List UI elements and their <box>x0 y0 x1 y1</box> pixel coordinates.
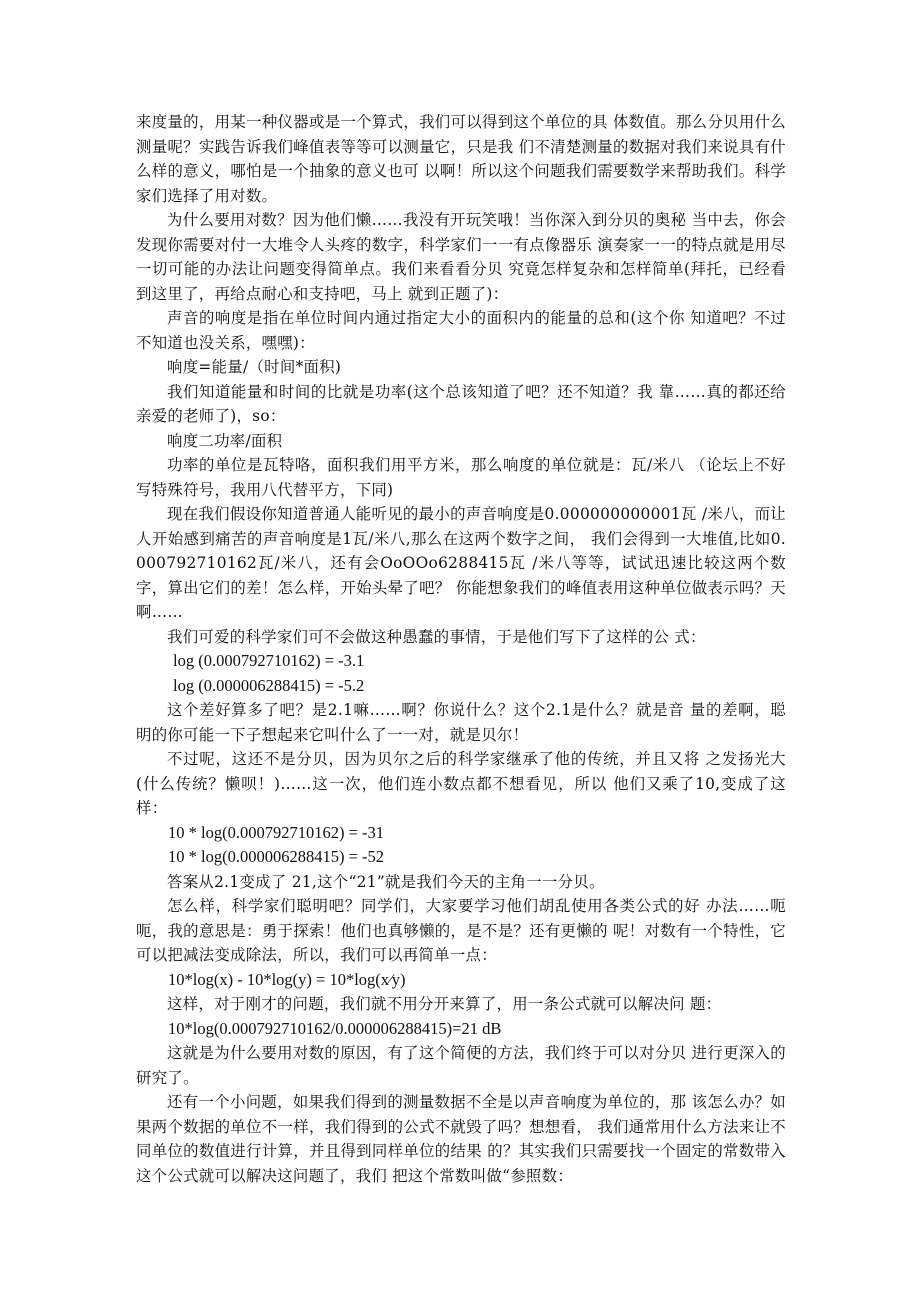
formula-10log-1: 10 * log(0.000792710162) = -31 <box>168 822 384 842</box>
paragraph-reference-value: 还有一个小问题，如果我们得到的测量数据不全是以声音响度为单位的，那 该怎么办？如果两个数据的单位不一样，我们得到的公式不就毁了吗？想想看， 我们通常用什么方法来让不同单位的数值进行计算，并且得到同样单位的结果 的？其实我们只需要找一个固定的常数带入这个公式就可以解决这问题了，我们 把这个常数叫做“参照数： <box>136 1093 786 1185</box>
paragraph-units: 功率的单位是瓦特咯，面积我们用平方米，那么响度的单位就是：瓦/米八 （论坛上不好写特殊符号，我用八代替平方，下同) <box>136 456 786 499</box>
paragraph-hearing-threshold: 现在我们假设你知道普通人能听见的最小的声音响度是0.000000000001瓦 /米八，而让人开始感到痛苦的声音响度是1瓦/米八,那么在这两个数字之间， 我们会得到一大堆值,比如0.000792710162瓦/米八，还有会OoOOo6288415瓦 /米八等等，试试迅速比较这两个数字，算出它们的差！怎么样，开始头晕了吧？ 你能想象我们的峰值表用这种单位做表示吗？天啊…… <box>136 505 786 621</box>
paragraph-1: 来度量的，用某一种仪器或是一个算式，我们可以得到这个单位的具 体数值。那么分贝用什么测量呢？实践告诉我们峰值表等等可以测量它，只是我 们不清楚测量的数据对我们来说具有什么样的意义，哪怕是一个抽象的意义也可 以啊！所以这个问题我们需要数学来帮助我们。科学家们选择了用对数。 <box>136 113 786 205</box>
paragraph-decibel-intro: 不过呢，这还不是分贝，因为贝尔之后的科学家继承了他的传统，并且又将 之发扬光大(什么传统？懒呗！)……这一次，他们连小数点都不想看见，所以 他们又乘了10,变成了这样： <box>136 750 786 817</box>
formula-loudness-energy: 响度=能量/（时间*面积) <box>167 358 342 376</box>
formula-10log-2: 10 * log(0.000006288415) = -52 <box>168 847 384 866</box>
paragraph-power: 我们知道能量和时间的比就是功率(这个总该知道了吧？还不知道？我 靠……真的都还给亲爱的老师了)，so： <box>136 382 786 425</box>
paragraph-bel: 这个差好算多了吧？是2.1嘛……啊？你说什么？这个2.1是什么？就是音 量的差啊，聪明的你可能一下子想起来它叫什么了一一对，就是贝尔！ <box>136 701 786 744</box>
paragraph-log-property: 怎么样，科学家们聪明吧？同学们，大家要学习他们胡乱使用各类公式的好 办法……呃呃，我的意思是：勇于探索！他们也真够懒的，是不是？还有更懒的 呢！对数有一个特性，它可以把减法变成除法，所以，我们可以再简单一点： <box>136 897 786 964</box>
formula-decibel-result: 10*log(0.000792710162/0.000006288415)=21 dB <box>168 1018 502 1038</box>
document-body <box>136 110 786 1188</box>
paragraph-answer-21: 答案从2.1变成了 21,这个“21”就是我们今天的主角一一分贝。 <box>167 872 605 891</box>
formula-log-2: log (0.000006288415) = -5.2 <box>173 675 365 695</box>
formula-log-division: 10*log(x) - 10*log(y) = 10*log(x∕y) <box>168 969 406 989</box>
paragraph-scientists-formula: 我们可爱的科学家们可不会做这种愚蠢的事情，于是他们写下了这样的公 式： <box>167 627 706 646</box>
paragraph-why-logarithm: 为什么要用对数？因为他们懒……我没有开玩笑哦！当你深入到分贝的奥秘 当中去，你会发现你需要对付一大堆令人头疼的数字，科学家们一一有点像器乐 演奏家一一的特点就是用尽一切可能的办法让问题变得简单点。我们来看看分贝 究竟怎样复杂和怎样简单(拜托，已经看到这里了，再给点耐心和支持吧，马上 就到正题了)： <box>136 211 786 303</box>
formula-log-1: log (0.000792710162) = -3.1 <box>173 651 365 670</box>
paragraph-loudness-definition: 声音的响度是指在单位时间内通过指定大小的面积内的能量的总和(这个你 知道吧？不过不知道也没关系，嘿嘿)： <box>136 309 786 352</box>
paragraph-single-formula: 这样，对于刚才的问题，我们就不用分开来算了，用一条公式就可以解决问 题： <box>167 995 722 1013</box>
paragraph-reason: 这就是为什么要用对数的原因，有了这个简便的方法，我们终于可以对分贝 进行更深入的研究了。 <box>136 1044 786 1087</box>
formula-loudness-power: 响度二功率/面积 <box>167 431 283 450</box>
